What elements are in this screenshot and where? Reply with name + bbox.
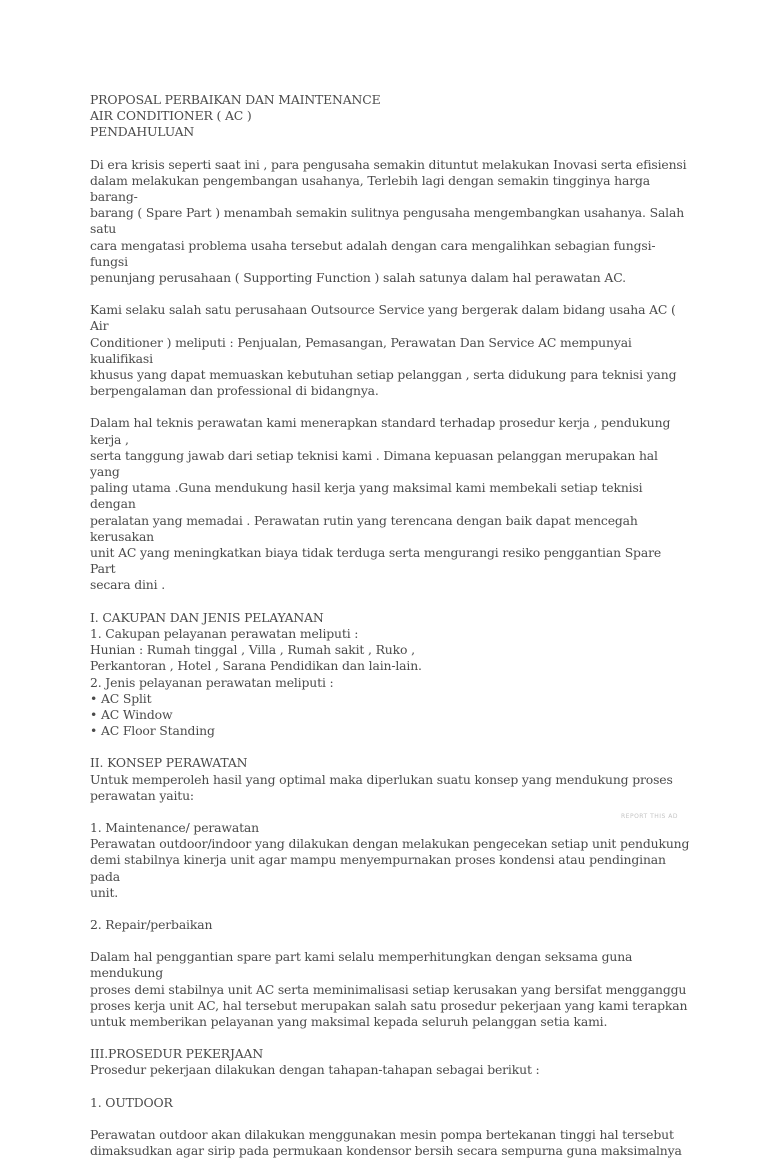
section2-item2-title: 2. Repair/perbaikan [90, 916, 213, 932]
section2-intro: Untuk memperoleh hasil yang optimal maka diperlukan suatu konsep yang mendukung proses perawatan yaitu: [90, 771, 673, 803]
section3-item1-body: Perawatan outdoor akan dilakukan menggunakan mesin pompa bertekanan tinggi hal tersebut dimaksudkan agar sirip pada permukaan kondensor bersih secara sempurna guna maksimalnya [90, 1126, 682, 1158]
section1-heading: I. CAKUPAN DAN JENIS PELAYANAN [90, 609, 324, 625]
document-page [90, 92, 690, 1159]
section3-intro: Prosedur pekerjaan dilakukan dengan tahapan-tahapan sebagai berikut : [90, 1062, 540, 1078]
section3-heading: III.PROSEDUR PEKERJAAN [90, 1046, 264, 1062]
report-ad-link[interactable]: REPORT THIS AD [621, 813, 678, 820]
doc-title-line3: PENDAHULUAN [90, 124, 195, 140]
section2-heading: II. KONSEP PERAWATAN [90, 755, 248, 771]
intro-paragraph-3: Dalam hal teknis perawatan kami menerapkan standard terhadap prosedur kerja , pendukung kerja , serta tanggung jawab dari setiap teknisi kami . Dimana kepuasan pelanggan merupakan hal yang paling utama .Guna mendukung hasil kerja yang maksimal kami membekali setiap teknisi dengan peralatan yang memadai . Perawatan rutin yang terencana dengan baik dapat mencegah kerusakan unit AC yang meningkatkan biaya tidak terduga serta mengurangi resiko penggantian Spare Part secara dini . [90, 415, 671, 593]
section2-item1-body: Perawatan outdoor/indoor yang dilakukan dengan melakukan pengecekan setiap unit pendukung demi stabilnya kinerja unit agar mampu menyempurnakan proses kondensi atau pendinginan pada unit. [90, 836, 690, 900]
doc-title-line1: PROPOSAL PERBAIKAN DAN MAINTENANCE [90, 92, 381, 107]
section2-item1-title: 1. Maintenance/ perawatan [90, 819, 259, 835]
section1-body: 1. Cakupan pelayanan perawatan meliputi : Hunian : Rumah tinggal , Villa , Rumah sakit , Ruko , Perkantoran , Hotel , Sarana Pendidikan dan lain-lain. 2. Jenis pelayanan perawatan meliputi : • AC Split • AC Window • AC Floor Standing [90, 625, 422, 739]
intro-paragraph-2: Kami selaku salah satu perusahaan Outsource Service yang bergerak dalam bidang usaha AC ( Air Conditioner ) meliputi : Penjualan, Pemasangan, Perawatan Dan Service AC mempunyai kualifikasi khusus yang dapat memuaskan kebutuhan setiap pelanggan , serta didukung para teknisi yang berpengalaman dan professional di bidangnya. [90, 302, 677, 399]
section2-item2-body: Dalam hal penggantian spare part kami selalu memperhitungkan dengan seksama guna mendukung proses demi stabilnya unit AC serta meminimalisasi setiap kerusakan yang bersifat mengganggu proses kerja unit AC, hal tersebut merupakan salah satu prosedur pekerjaan yang kami terapkan untuk memberikan pelayanan yang maksimal kepada seluruh pelanggan setia kami. [90, 949, 688, 1029]
intro-paragraph-1: Di era krisis seperti saat ini , para pengusaha semakin dituntut melakukan Inovasi serta efisiensi dalam melakukan pengembangan usahanya, Terlebih lagi dengan semakin tingginya harga barang- barang ( Spare Part ) menambah semakin sulitnya pengusaha mengembangkan usahanya. Salah satu cara mengatasi problema usaha tersebut adalah dengan cara mengalihkan sebagian fungsi-fungsi penunjang perusahaan ( Supporting Function ) salah satunya dalam hal perawatan AC. [90, 156, 687, 286]
doc-title-line2: AIR CONDITIONER ( AC ) [90, 108, 252, 124]
section3-item1-title: 1. OUTDOOR [90, 1094, 173, 1110]
